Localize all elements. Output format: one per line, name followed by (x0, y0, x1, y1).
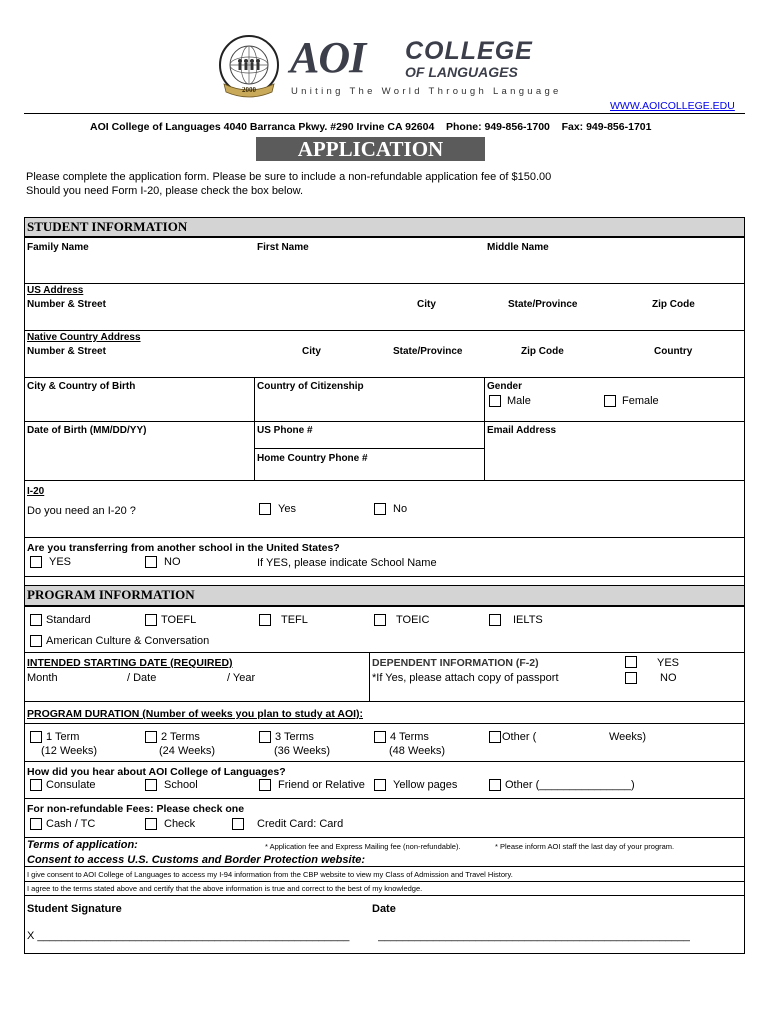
middle-name-label: Middle Name (487, 242, 549, 253)
male-label: Male (507, 395, 531, 407)
intro-line-1: Please complete the application form. Please be sure to include a non-refundable application fee of $150.00 (26, 171, 552, 183)
fax: Fax: 949-856-1701 (561, 121, 652, 133)
transfer-yes-option[interactable] (30, 556, 71, 568)
us-street-label: Number & Street (27, 299, 106, 310)
male-checkbox[interactable] (489, 395, 501, 407)
divider (24, 283, 745, 284)
toefl-label: TOEFL (161, 614, 197, 626)
dependent-title: DEPENDENT INFORMATION (F-2) (372, 657, 539, 669)
logo-aoi: AOI (290, 33, 366, 82)
dependent-no-label: NO (660, 672, 677, 684)
terms-title: Terms of application: (27, 839, 138, 851)
program-section-title: PROGRAM INFORMATION (27, 587, 195, 602)
fee-cash-option[interactable] (30, 818, 95, 830)
check-checkbox[interactable] (145, 818, 157, 830)
friend-label: Friend or Relative (278, 779, 365, 791)
logo-college: COLLEGE (405, 37, 533, 65)
dependent-no-checkbox[interactable] (625, 672, 637, 684)
gender-label: Gender (487, 381, 523, 392)
transfer-question: Are you transferring from another school in the United States? (27, 542, 340, 554)
start-date-title: INTENDED STARTING DATE (REQUIRED) (27, 657, 233, 669)
toeic-label: TOEIC (396, 614, 430, 626)
native-country-label: Country (654, 346, 693, 357)
divider (24, 866, 745, 867)
term-2-checkbox[interactable] (145, 731, 157, 743)
cash-label: Cash / TC (46, 818, 96, 830)
culture-checkbox[interactable] (30, 635, 42, 647)
hear-consulate-option[interactable] (30, 779, 96, 791)
first-name-field[interactable] (255, 254, 483, 283)
logo-tagline: Uniting The World Through Language (291, 86, 562, 97)
term-1-option[interactable] (30, 731, 79, 743)
hear-friend-option[interactable] (259, 779, 365, 791)
transfer-no-option[interactable] (145, 556, 181, 568)
credit-card-checkbox[interactable] (232, 818, 244, 830)
fees-title: For non-refundable Fees: Please check one (27, 803, 245, 815)
family-name-label: Family Name (27, 242, 89, 253)
term-other-checkbox[interactable] (489, 731, 501, 743)
hear-school-option[interactable] (145, 779, 198, 791)
transfer-yes-label: YES (49, 556, 72, 568)
start-month-label: Month (27, 672, 58, 684)
native-zip-label: Zip Code (521, 346, 564, 357)
us-phone-label: US Phone # (257, 425, 313, 436)
hear-other-label: Other (_______________) (505, 779, 635, 791)
divider (24, 798, 745, 799)
phone-divider (255, 448, 484, 449)
start-year-label: / Year (227, 672, 256, 684)
duration-title: PROGRAM DURATION (Number of weeks you plan to study at AOI): (27, 708, 364, 720)
divider (24, 576, 745, 577)
student-section-header (24, 217, 745, 238)
form-title-text: APPLICATION (297, 137, 444, 161)
term-4-label: 4 Terms (390, 731, 429, 743)
start-date-label: / Date (127, 672, 157, 684)
gender-male-option[interactable] (489, 395, 531, 407)
form-bottom-border (24, 953, 745, 954)
consulate-checkbox[interactable] (30, 779, 42, 791)
divider (24, 837, 745, 838)
website-link[interactable]: WWW.AOICOLLEGE.EDU (610, 100, 735, 112)
program-culture-option[interactable] (30, 635, 209, 647)
divider (24, 330, 745, 331)
date-line[interactable]: ___________________________________________________ (378, 930, 690, 942)
divider (24, 421, 745, 422)
agree-text: I agree to the terms stated above and certify that the above information is true and correct to the best of my knowledge. (27, 884, 423, 893)
ielts-checkbox[interactable] (489, 614, 501, 626)
term-3-checkbox[interactable] (259, 731, 271, 743)
program-section-header (24, 585, 745, 607)
citizenship-label: Country of Citizenship (257, 381, 364, 392)
dependent-yes-checkbox[interactable] (625, 656, 637, 668)
email-label: Email Address (487, 425, 557, 436)
transfer-no-label: NO (164, 556, 181, 568)
school-label: School (164, 779, 198, 791)
us-zip-label: Zip Code (652, 299, 695, 310)
divider (24, 881, 745, 882)
toefl-checkbox[interactable] (145, 614, 157, 626)
female-label: Female (622, 395, 659, 407)
program-toeic-option[interactable] (374, 614, 429, 626)
tefl-label: TEFL (281, 614, 308, 626)
first-name-label: First Name (257, 242, 309, 253)
standard-checkbox[interactable] (30, 614, 42, 626)
consent-title: Consent to access U.S. Customs and Border Protection website: (27, 854, 366, 866)
toeic-checkbox[interactable] (374, 614, 386, 626)
term-4-checkbox[interactable] (374, 731, 386, 743)
program-toefl-option[interactable] (145, 614, 196, 626)
us-state-label: State/Province (508, 299, 578, 310)
i20-yes-label: Yes (278, 503, 296, 515)
hear-other-checkbox[interactable] (489, 779, 501, 791)
family-name-field[interactable] (25, 254, 253, 283)
term-3-weeks: (36 Weeks) (274, 745, 331, 757)
logo-languages: OF LANGUAGES (405, 64, 518, 80)
female-checkbox[interactable] (604, 395, 616, 407)
transfer-no-checkbox[interactable] (145, 556, 157, 568)
consent-text: I give consent to AOI College of Languages to access my I-94 information from the CBP website to view my Class of Admission and Travel History. (27, 870, 513, 879)
col-divider (254, 377, 255, 480)
cash-checkbox[interactable] (30, 818, 42, 830)
consulate-label: Consulate (46, 779, 96, 791)
birth-place-label: City & Country of Birth (27, 381, 136, 392)
divider (24, 701, 745, 702)
fee-check-option[interactable] (145, 818, 195, 830)
native-city-label: City (302, 346, 321, 357)
us-city-label: City (417, 299, 436, 310)
ielts-label: IELTS (513, 614, 543, 626)
divider (24, 537, 745, 538)
hear-title: How did you hear about AOI College of Languages? (27, 766, 286, 778)
i20-no-checkbox[interactable] (374, 503, 386, 515)
credit-card-label: Credit Card: Card (257, 818, 344, 830)
program-standard-option[interactable] (30, 614, 91, 626)
col-divider (369, 652, 370, 701)
i20-label: I-20 (27, 486, 45, 497)
terms-note-2: * Please inform AOI staff the last day of your program. (495, 842, 675, 851)
i20-no-label: No (393, 503, 408, 515)
native-street-label: Number & Street (27, 346, 106, 357)
term-2-option[interactable] (145, 731, 200, 743)
term-4-option[interactable] (374, 731, 429, 743)
term-1-checkbox[interactable] (30, 731, 42, 743)
signature-line[interactable]: X ___________________________________________________ (27, 930, 350, 942)
native-address-field[interactable] (25, 359, 743, 377)
divider (24, 377, 745, 378)
term-4-weeks: (48 Weeks) (389, 745, 446, 757)
transfer-hint: If YES, please indicate School Name (257, 557, 437, 569)
header-divider (24, 113, 745, 114)
term-2-label: 2 Terms (161, 731, 200, 743)
term-2-weeks: (24 Weeks) (159, 745, 216, 757)
i20-yes-option[interactable] (259, 503, 296, 515)
yellow-pages-label: Yellow pages (393, 779, 458, 791)
standard-label: Standard (46, 614, 91, 626)
address-line (90, 121, 651, 133)
term-1-weeks: (12 Weeks) (41, 745, 98, 757)
address: AOI College of Languages 4040 Barranca Pkwy. #290 Irvine CA 92604 (90, 121, 435, 133)
signature-label: Student Signature (27, 903, 122, 915)
i20-no-option[interactable] (374, 503, 407, 515)
divider (24, 761, 745, 762)
native-address-label: Native Country Address (27, 332, 141, 343)
hear-yellow-pages-option[interactable] (374, 779, 457, 791)
native-state-label: State/Province (393, 346, 463, 357)
intro-line-2: Should you need Form I-20, please check the box below. (26, 185, 304, 197)
term-1-label: 1 Term (46, 731, 80, 743)
dependent-note: *If Yes, please attach copy of passport (372, 672, 559, 684)
gender-female-option[interactable] (604, 395, 659, 407)
program-tefl-option[interactable] (259, 614, 308, 626)
dependent-yes-label: YES (657, 657, 680, 669)
terms-note-1: * Application fee and Express Mailing fee (non-refundable). (265, 842, 461, 851)
term-3-option[interactable] (259, 731, 314, 743)
form-title (256, 137, 485, 161)
date-label: Date (372, 903, 396, 915)
tefl-checkbox[interactable] (259, 614, 271, 626)
home-phone-label: Home Country Phone # (257, 453, 368, 464)
seal-year: 2000 (242, 86, 256, 94)
us-address-field[interactable] (25, 312, 743, 329)
divider (24, 652, 745, 653)
transfer-yes-checkbox[interactable] (30, 556, 42, 568)
yellow-pages-checkbox[interactable] (374, 779, 386, 791)
divider (24, 480, 745, 481)
friend-checkbox[interactable] (259, 779, 271, 791)
hear-other-option[interactable] (489, 779, 635, 791)
phone: Phone: 949-856-1700 (446, 121, 550, 133)
term-other-weeks: Weeks) (609, 731, 647, 743)
check-label: Check (164, 818, 196, 830)
i20-question: Do you need an I-20 ? (27, 505, 136, 517)
divider (24, 723, 745, 724)
school-checkbox[interactable] (145, 779, 157, 791)
program-ielts-option[interactable] (489, 614, 543, 626)
term-other-label: Other ( (502, 731, 537, 743)
col-divider (484, 377, 485, 480)
middle-name-field[interactable] (485, 254, 743, 283)
us-address-label: US Address (27, 285, 84, 296)
divider (24, 895, 745, 896)
student-section-title: STUDENT INFORMATION (27, 219, 188, 234)
i20-yes-checkbox[interactable] (259, 503, 271, 515)
culture-label: American Culture & Conversation (46, 635, 210, 647)
term-3-label: 3 Terms (275, 731, 314, 743)
term-other-option[interactable] (489, 731, 536, 743)
dob-label: Date of Birth (MM/DD/YY) (27, 425, 147, 436)
